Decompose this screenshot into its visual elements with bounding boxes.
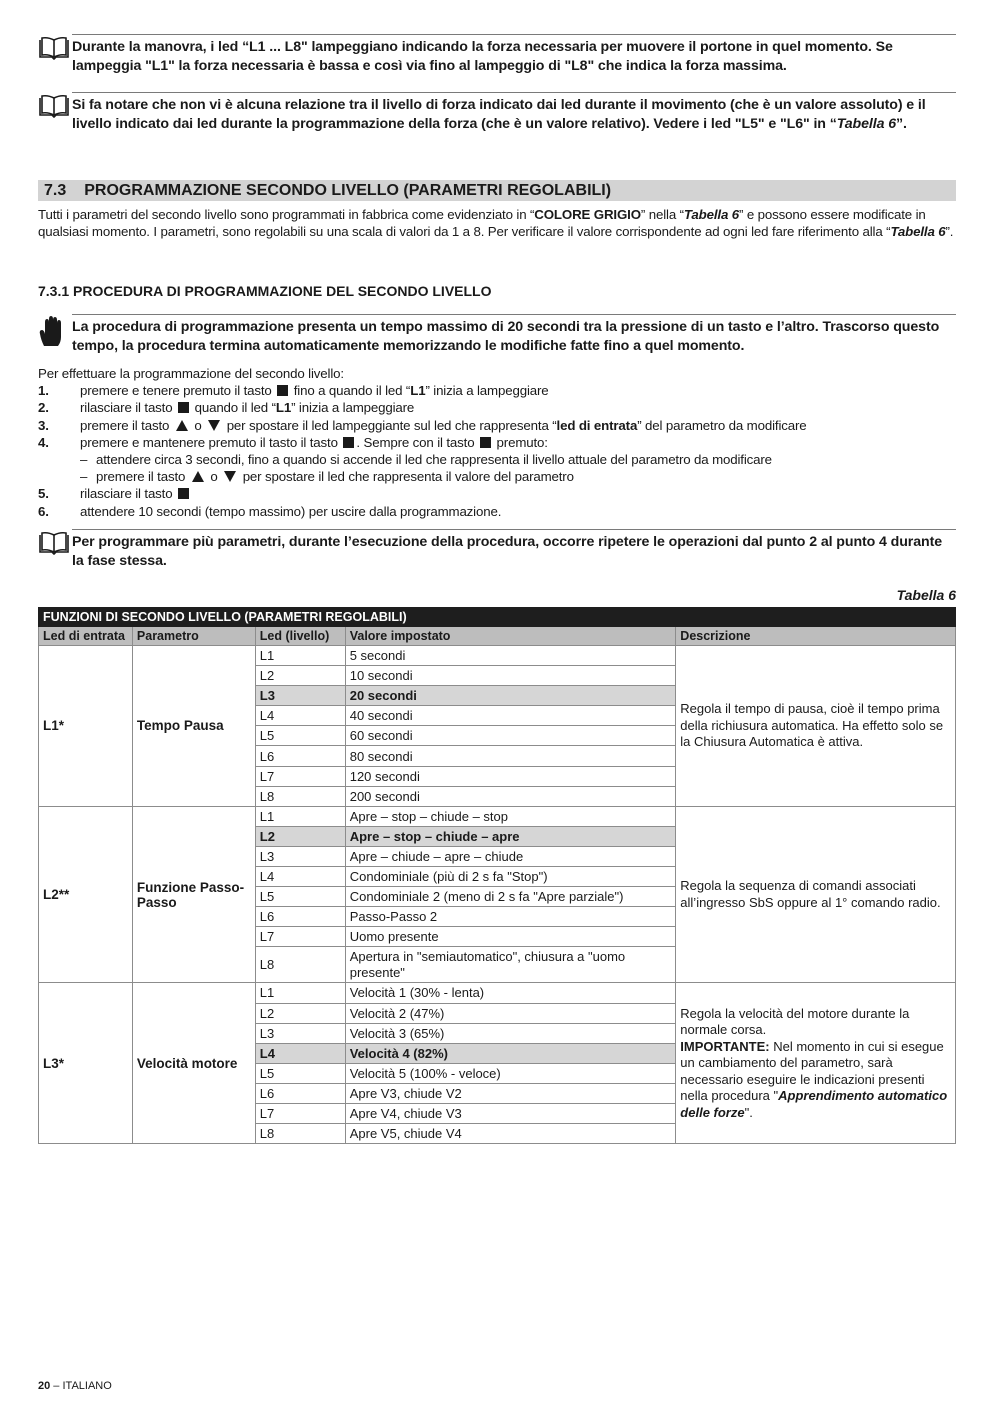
table-row — [39, 646, 956, 666]
description: Regola il tempo di pausa, cioè il tempo prima della richiusura automatica. Ha effetto solo se la Chiusura Automatica è attiva. — [676, 646, 956, 807]
up-arrow-icon — [192, 471, 204, 482]
col-header: Descrizione — [676, 627, 956, 646]
book-icon — [38, 529, 72, 571]
page-footer: 20 – ITALIANO — [38, 1380, 112, 1392]
value: Velocità 2 (47%) — [345, 1003, 676, 1023]
led-level: L5 — [255, 726, 345, 746]
led-level: L3 — [255, 1023, 345, 1043]
value: Condominiale (più di 2 s fa "Stop") — [345, 867, 676, 887]
up-arrow-icon — [176, 420, 188, 431]
note-text: Si fa notare che non vi è alcuna relazione tra il livello di forza indicato dai led durante il movimento (che è un valore assoluto) e il livello indicato dai led durante la programmazione della forza (che è un valore relativo). Vedere i led "L5" e "L6" in “Tabella 6”. — [72, 92, 956, 134]
subsection-title: 7.3.1 PROCEDURA DI PROGRAMMAZIONE DEL SECONDO LIVELLO — [38, 283, 492, 299]
step-3: 3. premere il tasto o per spostare il led lampeggiante sul led che rappresenta “led di entrata” del parametro da modificare — [38, 417, 807, 433]
value: Apre V5, chiude V4 — [345, 1124, 676, 1144]
led-level: L5 — [255, 1063, 345, 1083]
step-5: 5. rilasciare il tasto — [38, 485, 956, 502]
led-level: L2 — [255, 826, 345, 846]
stop-key-icon — [178, 488, 189, 499]
note-multiple-params — [38, 529, 956, 571]
led-level: L2 — [255, 1003, 345, 1023]
step-1: 1. premere e tenere premuto il tasto fino a quando il led “L1” inizia a lampeggiare — [38, 383, 549, 399]
parameter-name: Velocità motore — [132, 983, 255, 1144]
led-level: L8 — [255, 786, 345, 806]
led-level: L1 — [255, 806, 345, 826]
hand-icon — [38, 314, 72, 356]
led-level: L7 — [255, 766, 345, 786]
led-level: L1 — [255, 646, 345, 666]
value: Velocità 1 (30% - lenta) — [345, 983, 676, 1003]
table-row — [39, 983, 956, 1003]
value: Apre – stop – chiude – stop — [345, 806, 676, 826]
col-header: Parametro — [132, 627, 255, 646]
parameters-table — [38, 607, 956, 1144]
table-row — [39, 806, 956, 826]
value: 60 secondi — [345, 726, 676, 746]
led-level: L1 — [255, 983, 345, 1003]
value: 10 secondi — [345, 666, 676, 686]
value: 5 secondi — [345, 646, 676, 666]
led-level: L6 — [255, 746, 345, 766]
value: 80 secondi — [345, 746, 676, 766]
note-force-leds — [38, 34, 956, 76]
led-level: L3 — [255, 686, 345, 706]
value: Passo-Passo 2 — [345, 907, 676, 927]
led-level: L5 — [255, 887, 345, 907]
entry-led: L2** — [39, 806, 133, 983]
parameter-name: Tempo Pausa — [132, 646, 255, 807]
value: 200 secondi — [345, 786, 676, 806]
value: Velocità 4 (82%) — [345, 1043, 676, 1063]
book-icon — [38, 92, 72, 134]
value: Apre V3, chiude V2 — [345, 1083, 676, 1103]
description: Regola la sequenza di comandi associati all’ingresso SbS oppure al 1° comando radio. — [676, 806, 956, 983]
value: 20 secondi — [345, 686, 676, 706]
note-text: Per programmare più parametri, durante l’esecuzione della procedura, occorre ripetere le operazioni dal punto 2 al punto 4 durante la fase stessa. — [72, 529, 956, 571]
down-arrow-icon — [208, 420, 220, 431]
note-force-relation — [38, 92, 956, 134]
col-header: Led di entrata — [39, 627, 133, 646]
led-level: L7 — [255, 927, 345, 947]
stop-key-icon — [343, 437, 354, 448]
col-header: Valore impostato — [345, 627, 676, 646]
parameter-name: Funzione Passo-Passo — [132, 806, 255, 983]
note-text: Durante la manovra, i led “L1 ... L8" lampeggiano indicando la forza necessaria per muovere il portone in quel momento. Se lampeggia "L1" la forza necessaria è bassa e così via fino al lampeggio di "L8" che indica la forza massima. — [72, 34, 956, 76]
entry-led: L1* — [39, 646, 133, 807]
led-level: L2 — [255, 666, 345, 686]
step-4b: – premere il tasto o per spostare il led che rappresenta il valore del parametro — [80, 469, 574, 485]
led-level: L6 — [255, 907, 345, 927]
led-level: L6 — [255, 1083, 345, 1103]
steps-intro: Per effettuare la programmazione del secondo livello: — [38, 366, 344, 381]
value: 120 secondi — [345, 766, 676, 786]
value: Velocità 5 (100% - veloce) — [345, 1063, 676, 1083]
step-4: 4. premere e mantenere premuto il tasto il tasto . Sempre con il tasto premuto: — [38, 434, 548, 450]
section-title: 7.3 PROGRAMMAZIONE SECONDO LIVELLO (PARAMETRI REGOLABILI) — [38, 180, 956, 201]
led-level: L3 — [255, 846, 345, 866]
book-icon — [38, 34, 72, 76]
procedure-steps — [38, 365, 956, 520]
entry-led: L3* — [39, 983, 133, 1144]
value: Apre V4, chiude V3 — [345, 1103, 676, 1123]
led-level: L7 — [255, 1103, 345, 1123]
table-caption: Tabella 6 — [896, 587, 956, 603]
step-6: 6. attendere 10 secondi (tempo massimo) per uscire dalla programmazione. — [38, 503, 502, 519]
led-level: L8 — [255, 947, 345, 983]
led-level: L4 — [255, 706, 345, 726]
down-arrow-icon — [224, 471, 236, 482]
section-intro: Tutti i parametri del secondo livello sono programmati in fabbrica come evidenziato in “COLORE GRIGIO” nella “Tabella 6” e possono essere modificate in qualsiasi momento. I parametri, sono regolabili su una scala di valori da 1 a 8. Per verificare il valore corrispondente ad ogni led fare riferimento alla “Tabella 6”. — [38, 207, 954, 240]
step-4a: – attendere circa 3 secondi, fino a quando si accende il led che rappresenta il livello attuale del parametro da modificare — [80, 452, 772, 468]
note-time-limit — [38, 314, 956, 356]
value: 40 secondi — [345, 706, 676, 726]
step-2: 2. rilasciare il tasto quando il led “L1” inizia a lampeggiare — [38, 400, 415, 416]
value: Condominiale 2 (meno di 2 s fa "Apre parziale") — [345, 887, 676, 907]
value: Apre – chiude – apre – chiude — [345, 846, 676, 866]
led-level: L8 — [255, 1124, 345, 1144]
value: Uomo presente — [345, 927, 676, 947]
table-title: FUNZIONI DI SECONDO LIVELLO (PARAMETRI REGOLABILI) — [39, 608, 956, 627]
value: Apre – stop – chiude – apre — [345, 826, 676, 846]
description: Regola la velocità del motore durante la normale corsa. IMPORTANTE: Nel momento in cui si esegue un cambiamento del parametro, sarà necessario eseguire le indicazioni presenti nella procedura "Apprendimento automatico delle forze". — [676, 983, 956, 1144]
value: Velocità 3 (65%) — [345, 1023, 676, 1043]
value: Apertura in "semiautomatico", chiusura a "uomo presente" — [345, 947, 676, 983]
col-header: Led (livello) — [255, 627, 345, 646]
led-level: L4 — [255, 867, 345, 887]
stop-key-icon — [480, 437, 491, 448]
stop-key-icon — [277, 385, 288, 396]
led-level: L4 — [255, 1043, 345, 1063]
stop-key-icon — [178, 402, 189, 413]
note-text: La procedura di programmazione presenta un tempo massimo di 20 secondi tra la pressione di un tasto e l’altro. Trascorso questo tempo, la procedura termina automaticamente memorizzando le modifiche fatte fino a quel momento. — [72, 314, 956, 356]
